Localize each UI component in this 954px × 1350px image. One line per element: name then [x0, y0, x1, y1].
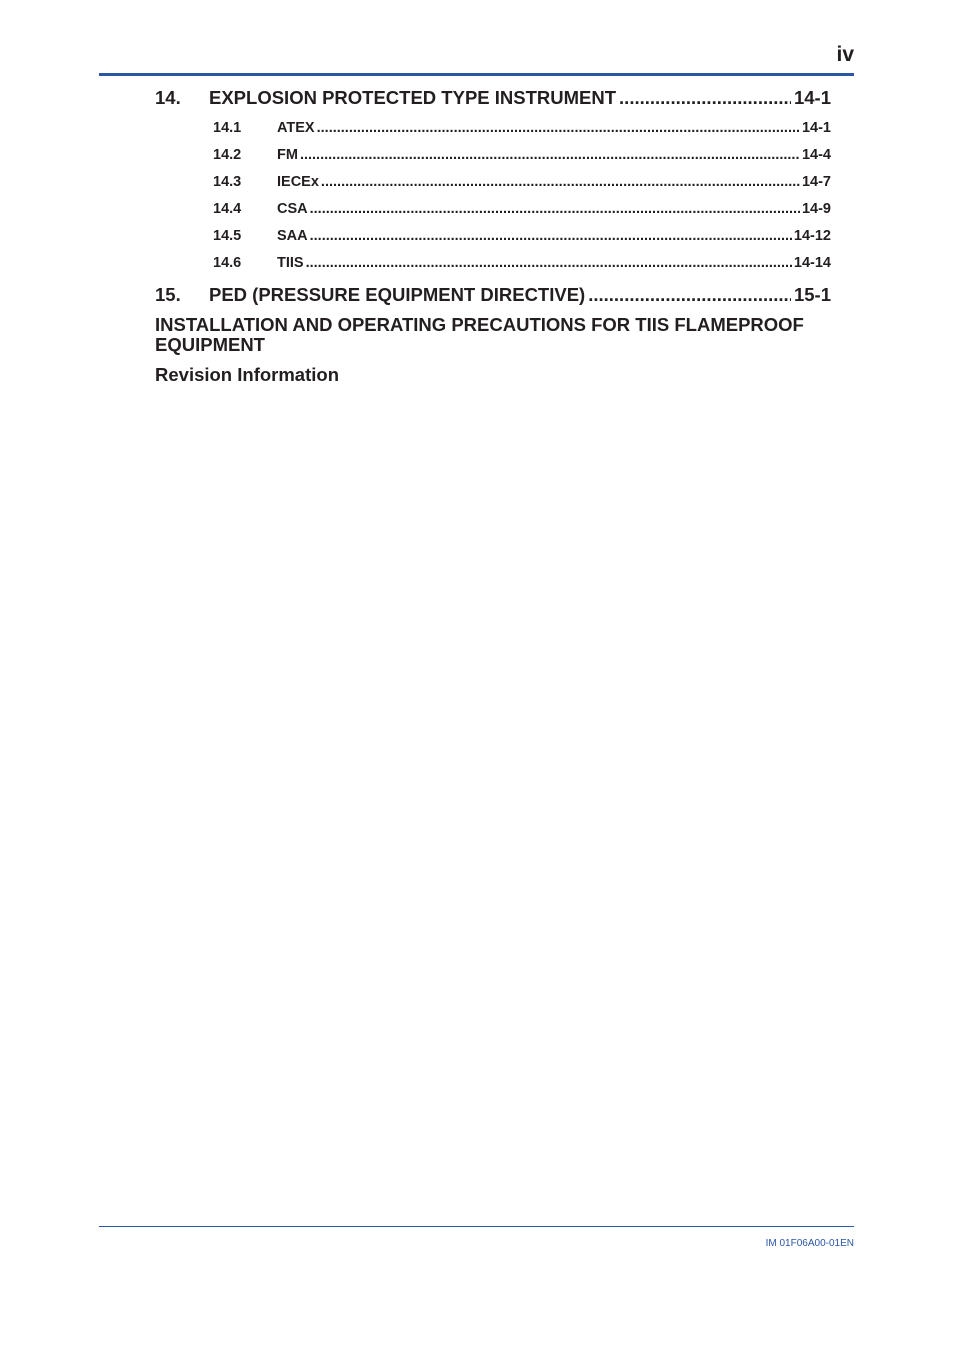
toc-section-number: 14.4 [213, 201, 242, 217]
toc-revision-information[interactable]: Revision Information [155, 364, 339, 385]
toc-chapter-number: 14. [155, 87, 181, 108]
toc-page-ref: 15-1 [793, 284, 831, 305]
toc-page-ref: 14-7 [801, 174, 831, 190]
toc-section-14-5[interactable] [155, 223, 831, 250]
table-of-contents [155, 86, 831, 385]
toc-page-ref: 14-1 [801, 120, 831, 136]
toc-section-14-6[interactable] [155, 250, 831, 277]
toc-chapter-15[interactable] [155, 283, 831, 306]
toc-section-title: FM [277, 147, 298, 163]
toc-section-number: 14.6 [213, 255, 242, 271]
toc-page-ref: 14-1 [793, 87, 831, 108]
toc-leader-dots [588, 283, 791, 306]
toc-section-number: 14.1 [213, 120, 242, 136]
page-number: iv [836, 43, 854, 66]
toc-chapter-title: PED (PRESSURE EQUIPMENT DIRECTIVE) [209, 284, 586, 305]
toc-installation-precautions[interactable]: INSTALLATION AND OPERATING PRECAUTIONS FOR TIIS FLAMEPROOF EQUIPMENT [155, 314, 804, 355]
toc-chapter-number: 15. [155, 284, 181, 305]
toc-section-14-1[interactable] [155, 115, 831, 142]
toc-chapter-14[interactable] [155, 86, 831, 109]
toc-page-ref: 14-12 [793, 228, 831, 244]
document-code: IM 01F06A00-01EN [765, 1238, 854, 1249]
header-rule [99, 73, 854, 76]
toc-page-ref: 14-4 [801, 147, 831, 163]
toc-leader-dots [619, 86, 791, 109]
toc-section-number: 14.2 [213, 147, 242, 163]
toc-leader-dots [300, 142, 800, 169]
toc-leader-dots [306, 250, 792, 277]
toc-leader-dots [317, 115, 800, 142]
toc-section-number: 14.5 [213, 228, 242, 244]
toc-section-title: TIIS [277, 255, 304, 271]
toc-chapter-title: EXPLOSION PROTECTED TYPE INSTRUMENT [209, 87, 617, 108]
footer-rule [99, 1226, 854, 1227]
toc-section-14-3[interactable] [155, 169, 831, 196]
toc-section-title: SAA [277, 228, 308, 244]
toc-section-14-4[interactable] [155, 196, 831, 223]
toc-section-title: CSA [277, 201, 308, 217]
toc-section-title: IECEx [277, 174, 319, 190]
toc-leader-dots [310, 196, 800, 223]
toc-section-14-2[interactable] [155, 142, 831, 169]
toc-leader-dots [321, 169, 800, 196]
toc-leader-dots [310, 223, 792, 250]
toc-page-ref: 14-9 [801, 201, 831, 217]
toc-section-title: ATEX [277, 120, 315, 136]
toc-section-number: 14.3 [213, 174, 242, 190]
toc-page-ref: 14-14 [793, 255, 831, 271]
